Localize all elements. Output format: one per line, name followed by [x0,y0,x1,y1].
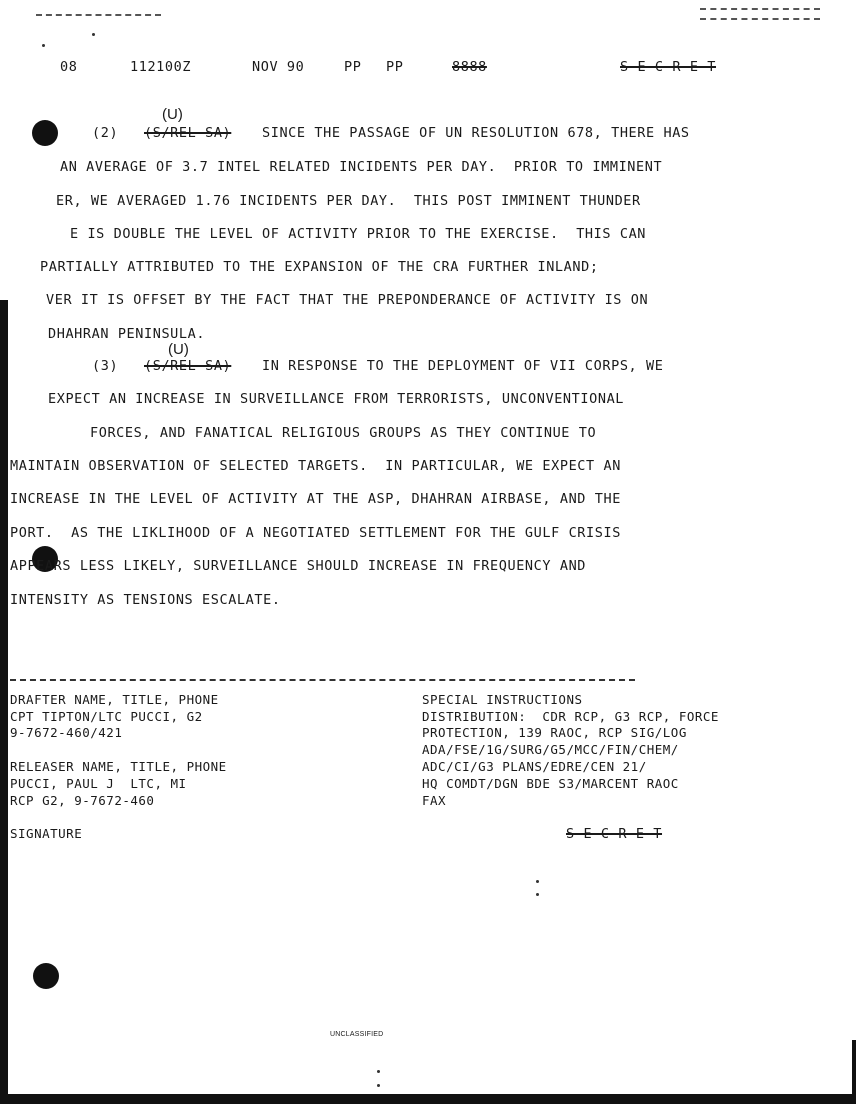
distribution-line: PROTECTION, 139 RAOC, RCP SIG/LOG [422,725,687,740]
body-line: INTENSITY AS TENSIONS ESCALATE. [10,592,281,608]
header-code: 08 [60,59,78,75]
distribution-line: DISTRIBUTION: CDR RCP, G3 RCP, FORCE [422,709,719,724]
drafter-phone: 9-7672-460/421 [10,725,123,740]
body-line: MAINTAIN OBSERVATION OF SELECTED TARGETS. IN PARTICULAR, WE EXPECT AN [10,458,621,474]
body-line: PORT. AS THE LIKLIHOOD OF A NEGOTIATED SETTLEMENT FOR THE GULF CRISIS [10,525,621,541]
struck-classification: (S/REL SA) [144,358,232,374]
binder-hole [32,120,58,146]
header-date: NOV 90 [252,59,305,75]
releaser-heading: RELEASER NAME, TITLE, PHONE [10,759,227,774]
body-line: SINCE THE PASSAGE OF UN RESOLUTION 678, THERE HAS [262,125,690,141]
special-heading: SPECIAL INSTRUCTIONS [422,692,583,707]
portion-marking: (U) [168,341,189,358]
header-dtg: 112100Z [130,59,192,75]
scan-speck [536,893,539,896]
paragraph-number: (2) [92,125,119,141]
scan-edge [0,300,8,1104]
struck-classification: (S/REL SA) [144,125,232,141]
body-line: ER, WE AVERAGED 1.76 INCIDENTS PER DAY. THIS POST IMMINENT THUNDER [56,193,641,209]
header-precedence: PP [344,59,362,75]
scan-artifact [700,8,820,10]
scan-edge [0,1094,856,1104]
scan-artifact [36,14,161,16]
body-line: FORCES, AND FANATICAL RELIGIOUS GROUPS AS THEY CONTINUE TO [90,425,597,441]
portion-marking: (U) [162,106,183,123]
body-line: VER IT IS OFFSET BY THE FACT THAT THE PREPONDERANCE OF ACTIVITY IS ON [46,292,649,308]
paragraph-number: (3) [92,358,119,374]
drafter-heading: DRAFTER NAME, TITLE, PHONE [10,692,219,707]
body-line: INCREASE IN THE LEVEL OF ACTIVITY AT THE ASP, DHAHRAN AIRBASE, AND THE [10,491,621,507]
header-struck-number: 8888 [452,59,487,75]
releaser-phone: RCP G2, 9-7672-460 [10,793,155,808]
distribution-line: FAX [422,793,447,808]
classification-bottom: S E C R E T [566,826,663,842]
body-line: EXPECT AN INCREASE IN SURVEILLANCE FROM TERRORISTS, UNCONVENTIONAL [48,391,625,407]
releaser-name: PUCCI, PAUL J LTC, MI [10,776,187,791]
separator-line [10,679,635,681]
scan-speck [92,33,95,36]
distribution-line: ADC/CI/G3 PLANS/EDRE/CEN 21/ [422,759,647,774]
classification-top: S E C R E T [620,59,717,75]
body-line: E IS DOUBLE THE LEVEL OF ACTIVITY PRIOR TO THE EXERCISE. THIS CAN [70,226,647,242]
body-line: AN AVERAGE OF 3.7 INTEL RELATED INCIDENTS PER DAY. PRIOR TO IMMINENT [60,159,663,175]
scan-speck [42,44,45,47]
body-line: APPEARS LESS LIKELY, SURVEILLANCE SHOULD INCREASE IN FREQUENCY AND [10,558,587,574]
header-precedence: PP [386,59,404,75]
body-line: IN RESPONSE TO THE DEPLOYMENT OF VII CORPS, WE [262,358,664,374]
distribution-line: HQ COMDT/DGN BDE S3/MARCENT RAOC [422,776,679,791]
signature-label: SIGNATURE [10,826,83,841]
scan-speck [536,880,539,883]
footer-unclassified: UNCLASSIFIED [330,1031,384,1038]
binder-hole [33,963,59,989]
scan-speck [377,1084,380,1087]
drafter-name: CPT TIPTON/LTC PUCCI, G2 [10,709,203,724]
body-line: PARTIALLY ATTRIBUTED TO THE EXPANSION OF THE CRA FURTHER INLAND; [40,259,599,275]
scan-artifact [700,18,820,20]
scan-speck [377,1070,380,1073]
body-line: DHAHRAN PENINSULA. [48,326,206,342]
distribution-line: ADA/FSE/1G/SURG/G5/MCC/FIN/CHEM/ [422,742,679,757]
